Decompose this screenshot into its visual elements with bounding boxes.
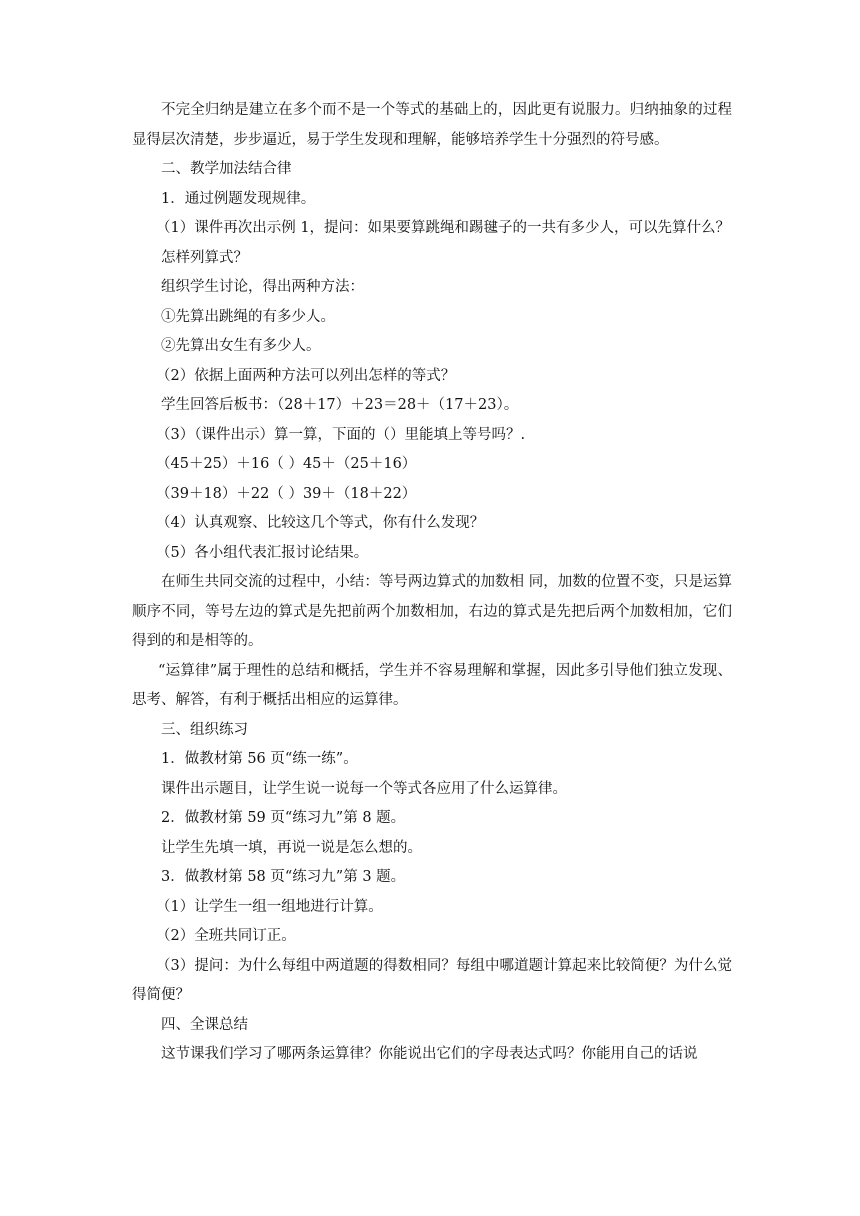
paragraph-practice-3-step-2: （2）全班共同订正。 <box>156 928 296 944</box>
paragraph-practice-2: 2．做教材第 59 页“练习九”第 8 题。 <box>161 810 406 826</box>
document-body <box>132 96 732 1070</box>
paragraph-question-3: （3）（课件出示）算一算，下面的（）里能填上等号吗？. <box>156 426 526 443</box>
paragraph-practice-1: 1．做教材第 56 页“练一练”。 <box>161 751 358 767</box>
paragraph-practice-2-detail: 让学生先填一填，再说一说是怎么想的。 <box>161 839 422 856</box>
paragraph-lesson-summary: 这节课我们学习了哪两条运算律？你能说出它们的字母表达式吗？你能用自己的话说 <box>161 1046 698 1062</box>
paragraph-step-1: 1．通过例题发现规律。 <box>161 190 316 207</box>
paragraph-summary: 在师生共同交流的过程中，小结：等号两边算式的加数相 同，加数的位置不变，只是运算顺序不同，等号左边的算式是先把前两个加数相加，右边的算式是先把后两个加数相加，它们得到的和是相等的。 <box>132 574 732 649</box>
equation-line-2: （39＋18）＋22（ ）39＋（18＋22） <box>156 485 417 502</box>
paragraph-practice-3-step-1: （1）让学生一组一组地进行计算。 <box>156 898 383 915</box>
paragraph-practice-3-step-3: （3）提问：为什么每组中两道题的得数相同？每组中哪道题计算起来比较简便？为什么觉得简便？ <box>132 957 732 1003</box>
section-heading-summary: 四、全课总结 <box>161 1016 248 1033</box>
section-heading-practice: 三、组织练习 <box>161 721 248 738</box>
paragraph-question-2: （2）依据上面两种方法可以列出怎样的等式？ <box>156 367 456 384</box>
paragraph-board-writing: 学生回答后板书：（28＋17）＋23＝28＋（17＋23）。 <box>161 397 519 413</box>
paragraph-method-2: ②先算出女生有多少人。 <box>161 338 321 354</box>
paragraph-operation-law-note: “运算律”属于理性的总结和概括，学生并不容易理解和掌握，因此多引导他们独立发现、思考、解答，有利于概括出相应的运算律。 <box>132 662 732 708</box>
paragraph-question-4: （4）认真观察、比较这几个等式，你有什么发现？ <box>156 515 485 531</box>
section-heading-associative-law: 二、教学加法结合律 <box>161 161 292 177</box>
paragraph-induction-note: 不完全归纳是建立在多个而不是一个等式的基础上的，因此更有说服力。归纳抽象的过程显得层次清楚，步步逼近，易于学生发现和理解，能够培养学生十分强烈的符号感。 <box>132 102 732 148</box>
paragraph-method-1: ①先算出跳绳的有多少人。 <box>161 308 335 325</box>
paragraph-question-1: （1）课件再次出示例 1，提问：如果要算跳绳和踢毽子的一共有多少人，可以先算什么？ <box>156 220 731 236</box>
paragraph-how-formula: 怎样列算式？ <box>161 249 248 266</box>
equation-line-1: （45＋25）＋16（ ）45＋（25＋16） <box>156 456 417 472</box>
paragraph-practice-1-detail: 课件出示题目，让学生说一说每一个等式各应用了什么运算律。 <box>161 780 567 797</box>
paragraph-question-5: （5）各小组代表汇报讨论结果。 <box>156 544 369 561</box>
paragraph-discussion: 组织学生讨论，得出两种方法： <box>161 279 364 295</box>
paragraph-practice-3: 3．做教材第 58 页“练习九”第 3 题。 <box>161 869 406 885</box>
